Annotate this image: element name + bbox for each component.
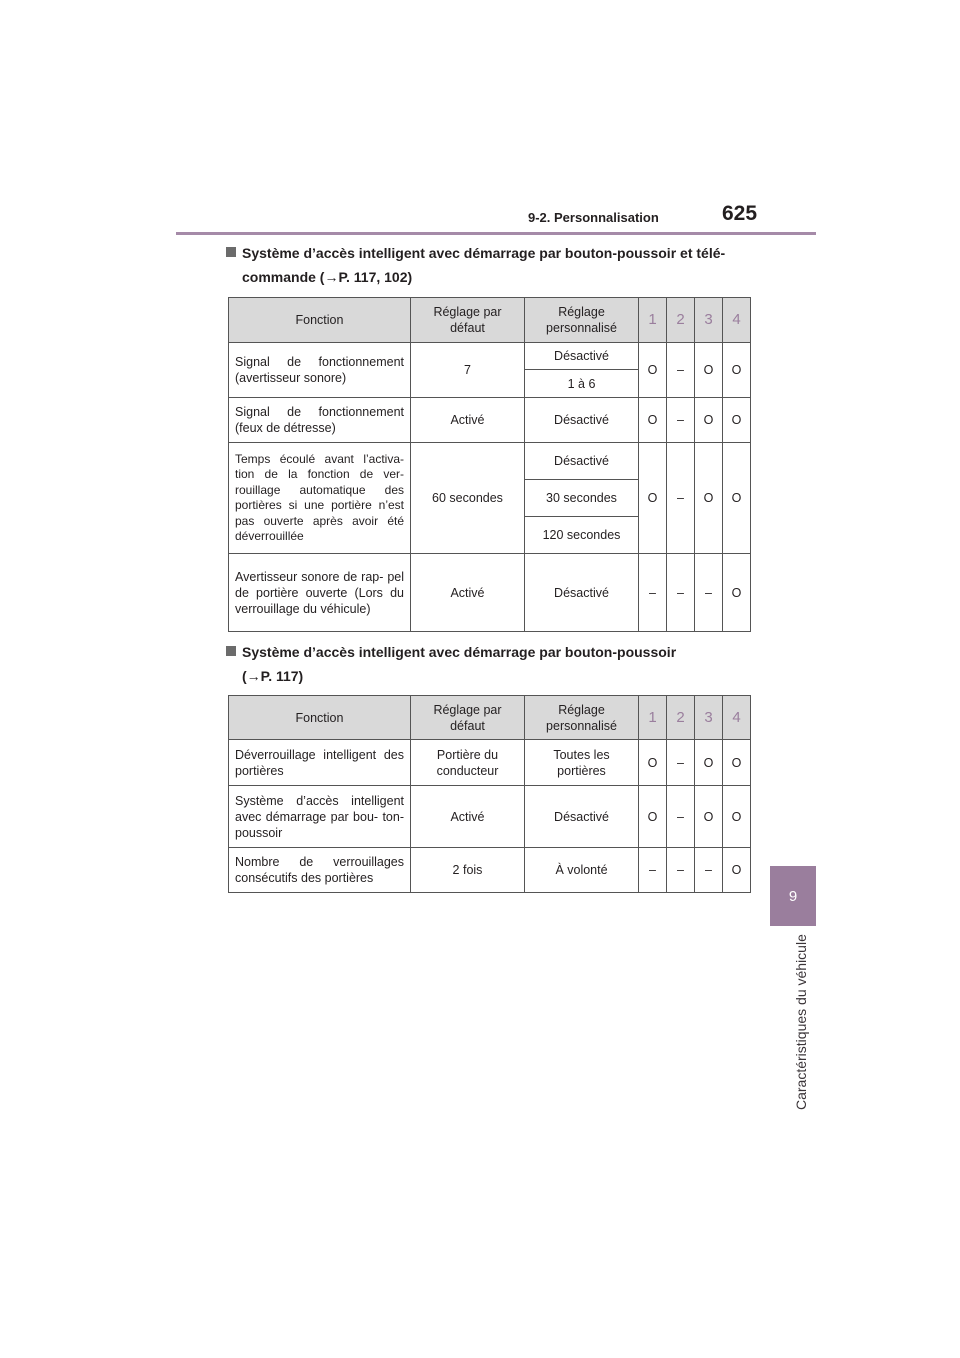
function-cell: Déverrouillage intelligent des portières [229, 740, 411, 786]
mark-cell-1: O [639, 398, 667, 443]
mark-cell-3: – [695, 848, 723, 893]
default-cell: 7 [411, 343, 525, 398]
table-row [229, 786, 751, 848]
mark-cell-2: – [667, 786, 695, 848]
table-row [229, 554, 751, 632]
function-cell: Signal de fonctionnement (feux de détresse) [229, 398, 411, 443]
section2-title-line2: (→P. 117) [242, 668, 304, 684]
function-cell: Nombre de verrouillages consécutifs des portières [229, 848, 411, 893]
column-header-default: Réglage par défaut [411, 298, 525, 343]
square-bullet-icon [226, 646, 236, 656]
mark-cell-1: O [639, 786, 667, 848]
custom-cell: 120 secondes [525, 517, 639, 554]
mark-cell-2: – [667, 848, 695, 893]
mark-cell-3: O [695, 740, 723, 786]
chapter-tab[interactable] [770, 866, 816, 926]
column-header-3: 3 [695, 298, 723, 343]
mark-cell-1: – [639, 848, 667, 893]
function-cell: Avertisseur sonore de rap- pel de portière ouverte (Lors du verrouillage du véhicule) [229, 554, 411, 632]
mark-cell-4: O [723, 398, 751, 443]
mark-cell-2: – [667, 398, 695, 443]
column-header-4: 4 [723, 298, 751, 343]
custom-cell: Toutes les portières [525, 740, 639, 786]
function-cell: Signal de fonctionnement (avertisseur sonore) [229, 343, 411, 398]
mark-cell-2: – [667, 554, 695, 632]
mark-cell-2: – [667, 443, 695, 554]
column-header-2: 2 [667, 696, 695, 740]
column-header-4: 4 [723, 696, 751, 740]
default-cell: Activé [411, 554, 525, 632]
default-cell: 60 secondes [411, 443, 525, 554]
column-header-custom: Réglage personnalisé [525, 298, 639, 343]
default-cell: 2 fois [411, 848, 525, 893]
custom-cell: Désactivé [525, 343, 639, 370]
column-header-default: Réglage par défaut [411, 696, 525, 740]
custom-cell: Désactivé [525, 786, 639, 848]
table-row [229, 343, 751, 370]
square-bullet-icon [226, 247, 236, 257]
chapter-title: Caractéristiques du véhicule [793, 934, 809, 1110]
table-row [229, 740, 751, 786]
table-row [229, 848, 751, 893]
section2-heading [226, 640, 676, 688]
mark-cell-2: – [667, 740, 695, 786]
function-cell: Système d’accès intelligent avec démarrage par bou- ton-poussoir [229, 786, 411, 848]
section2-title-line1: Système d’accès intelligent avec démarrage par bouton-poussoir [242, 644, 677, 660]
column-header-1: 1 [639, 298, 667, 343]
custom-cell: Désactivé [525, 443, 639, 480]
table-row [229, 443, 751, 480]
mark-cell-1: – [639, 554, 667, 632]
mark-cell-4: O [723, 443, 751, 554]
mark-cell-3: O [695, 398, 723, 443]
mark-cell-3: O [695, 343, 723, 398]
mark-cell-4: O [723, 848, 751, 893]
default-cell: Portière du conducteur [411, 740, 525, 786]
mark-cell-1: O [639, 443, 667, 554]
mark-cell-4: O [723, 786, 751, 848]
column-header-2: 2 [667, 298, 695, 343]
custom-cell: 30 secondes [525, 480, 639, 517]
settings-table-2 [228, 695, 751, 893]
column-header-3: 3 [695, 696, 723, 740]
section1-title-line2: commande (→P. 117, 102) [242, 269, 413, 285]
mark-cell-3: – [695, 554, 723, 632]
mark-cell-4: O [723, 343, 751, 398]
custom-cell: Désactivé [525, 554, 639, 632]
column-header-custom: Réglage personnalisé [525, 696, 639, 740]
section1-title-line1: Système d’accès intelligent avec démarrage par bouton-poussoir et télé- [242, 245, 726, 261]
chapter-number: 9 [788, 887, 798, 905]
header-rule [176, 232, 816, 235]
section1-heading [226, 241, 725, 289]
mark-cell-3: O [695, 443, 723, 554]
mark-cell-2: – [667, 343, 695, 398]
mark-cell-3: O [695, 786, 723, 848]
function-cell: Temps écoulé avant l’activa- tion de la fonction de ver- rouillage automatique des portières si une portière n’est pas ouverte après avoir été déverrouillée [229, 443, 411, 554]
page-number: 625 [722, 202, 758, 225]
mark-cell-4: O [723, 554, 751, 632]
custom-cell: 1 à 6 [525, 370, 639, 398]
default-cell: Activé [411, 786, 525, 848]
custom-cell: Désactivé [525, 398, 639, 443]
mark-cell-1: O [639, 343, 667, 398]
column-header-function: Fonction [229, 696, 411, 740]
settings-table-1 [228, 297, 751, 632]
mark-cell-4: O [723, 740, 751, 786]
table-row [229, 398, 751, 443]
default-cell: Activé [411, 398, 525, 443]
custom-cell: À volonté [525, 848, 639, 893]
column-header-1: 1 [639, 696, 667, 740]
section-header: 9-2. Personnalisation [528, 210, 659, 225]
column-header-function: Fonction [229, 298, 411, 343]
mark-cell-1: O [639, 740, 667, 786]
